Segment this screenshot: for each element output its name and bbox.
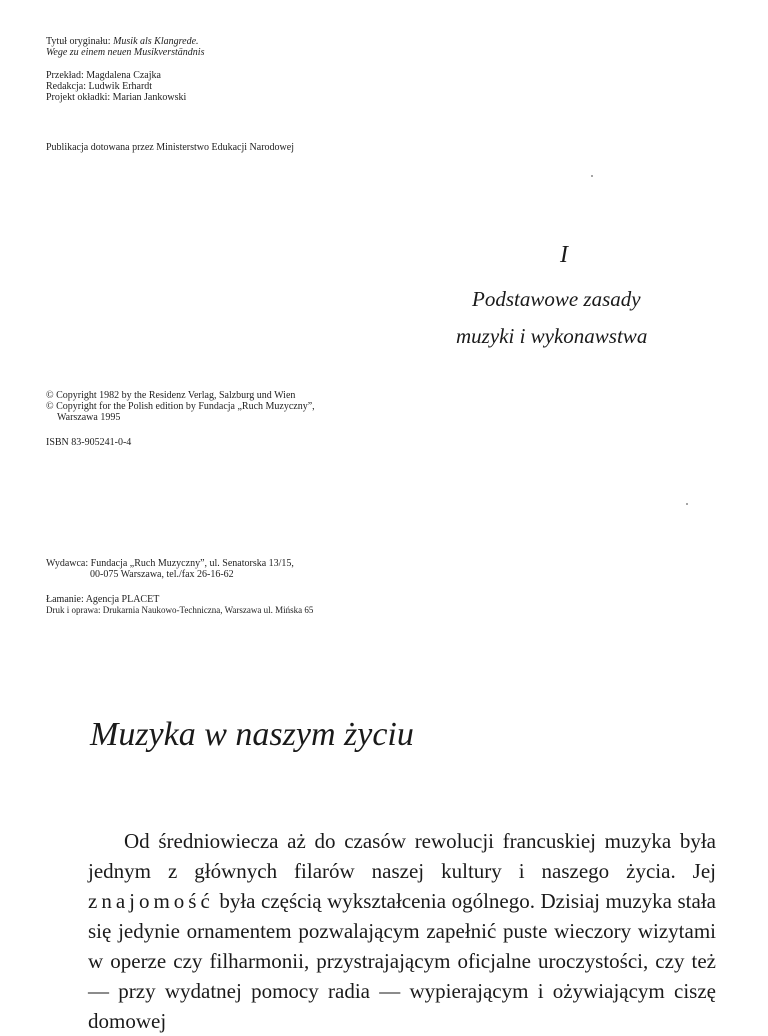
publisher-block	[46, 558, 294, 580]
paragraph-emphasis: znajomość	[88, 889, 214, 913]
funding-note	[46, 142, 294, 153]
copyright-line-2: © Copyright for the Polish edition by Fundacja „Ruch Muzyczny”,	[46, 401, 315, 412]
section-title: Muzyka w naszym życiu	[90, 716, 414, 753]
original-title-label: Tytuł oryginału:	[46, 36, 111, 47]
chapter-title-line2: muzyki i wykonawstwa	[456, 324, 648, 348]
publisher-line2: 00-075 Warszawa, tel./fax 26-16-62	[90, 569, 234, 580]
translator-credit: Przekład: Magdalena Czajka	[46, 70, 161, 81]
production-block	[46, 594, 313, 616]
printing-credit: Druk i oprawa: Drukarnia Naukowo-Techniczna, Warszawa ul. Mińska 65	[46, 605, 314, 615]
isbn	[46, 437, 131, 448]
typesetting-credit: Łamanie: Agencja PLACET	[46, 594, 160, 605]
copyright-block	[46, 390, 315, 423]
original-title-line1: Musik als Klangrede.	[113, 36, 199, 47]
isbn-text: ISBN 83-905241-0-4	[46, 437, 132, 448]
copyright-line-2-cont: Warszawa 1995	[57, 412, 121, 423]
publisher-line1: Wydawca: Fundacja „Ruch Muzyczny”, ul. Senatorska 13/15,	[46, 558, 294, 569]
editor-credit: Redakcja: Ludwik Erhardt	[46, 81, 153, 92]
speck-mark	[686, 503, 688, 505]
original-title-line2: Wege zu einem neuen Musikverständnis	[46, 47, 205, 58]
chapter-title-line1: Podstawowe zasady	[472, 287, 641, 311]
copyright-line-1: © Copyright 1982 by the Residenz Verlag, Salzburg und Wien	[46, 390, 296, 401]
cover-design-credit: Projekt okładki: Marian Jankowski	[46, 92, 187, 103]
body-paragraph	[88, 826, 716, 1036]
original-title-block	[46, 36, 204, 58]
funding-text: Publikacja dotowana przez Ministerstwo Edukacji Narodowej	[46, 142, 294, 153]
paragraph-text-end: była częścią wykształcenia ogólnego. Dzisiaj muzyka stała się jedynie ornamentem pozwalającym zapełnić puste wieczory wizytami w operze czy filharmonii, przystrajającym oficjalne uroczystości, czy też — przy wydatnej pomocy radia — wypierającym i ożywiającym ciszę domowej	[88, 889, 716, 1033]
paragraph-text-start: Od średniowiecza aż do czasów rewolucji francuskiej muzyka była jednym z głównych filarów naszej kultury i naszego życia. Jej	[88, 829, 716, 883]
chapter-number: I	[560, 242, 568, 268]
speck-mark	[591, 175, 593, 177]
credits-block	[46, 70, 186, 103]
